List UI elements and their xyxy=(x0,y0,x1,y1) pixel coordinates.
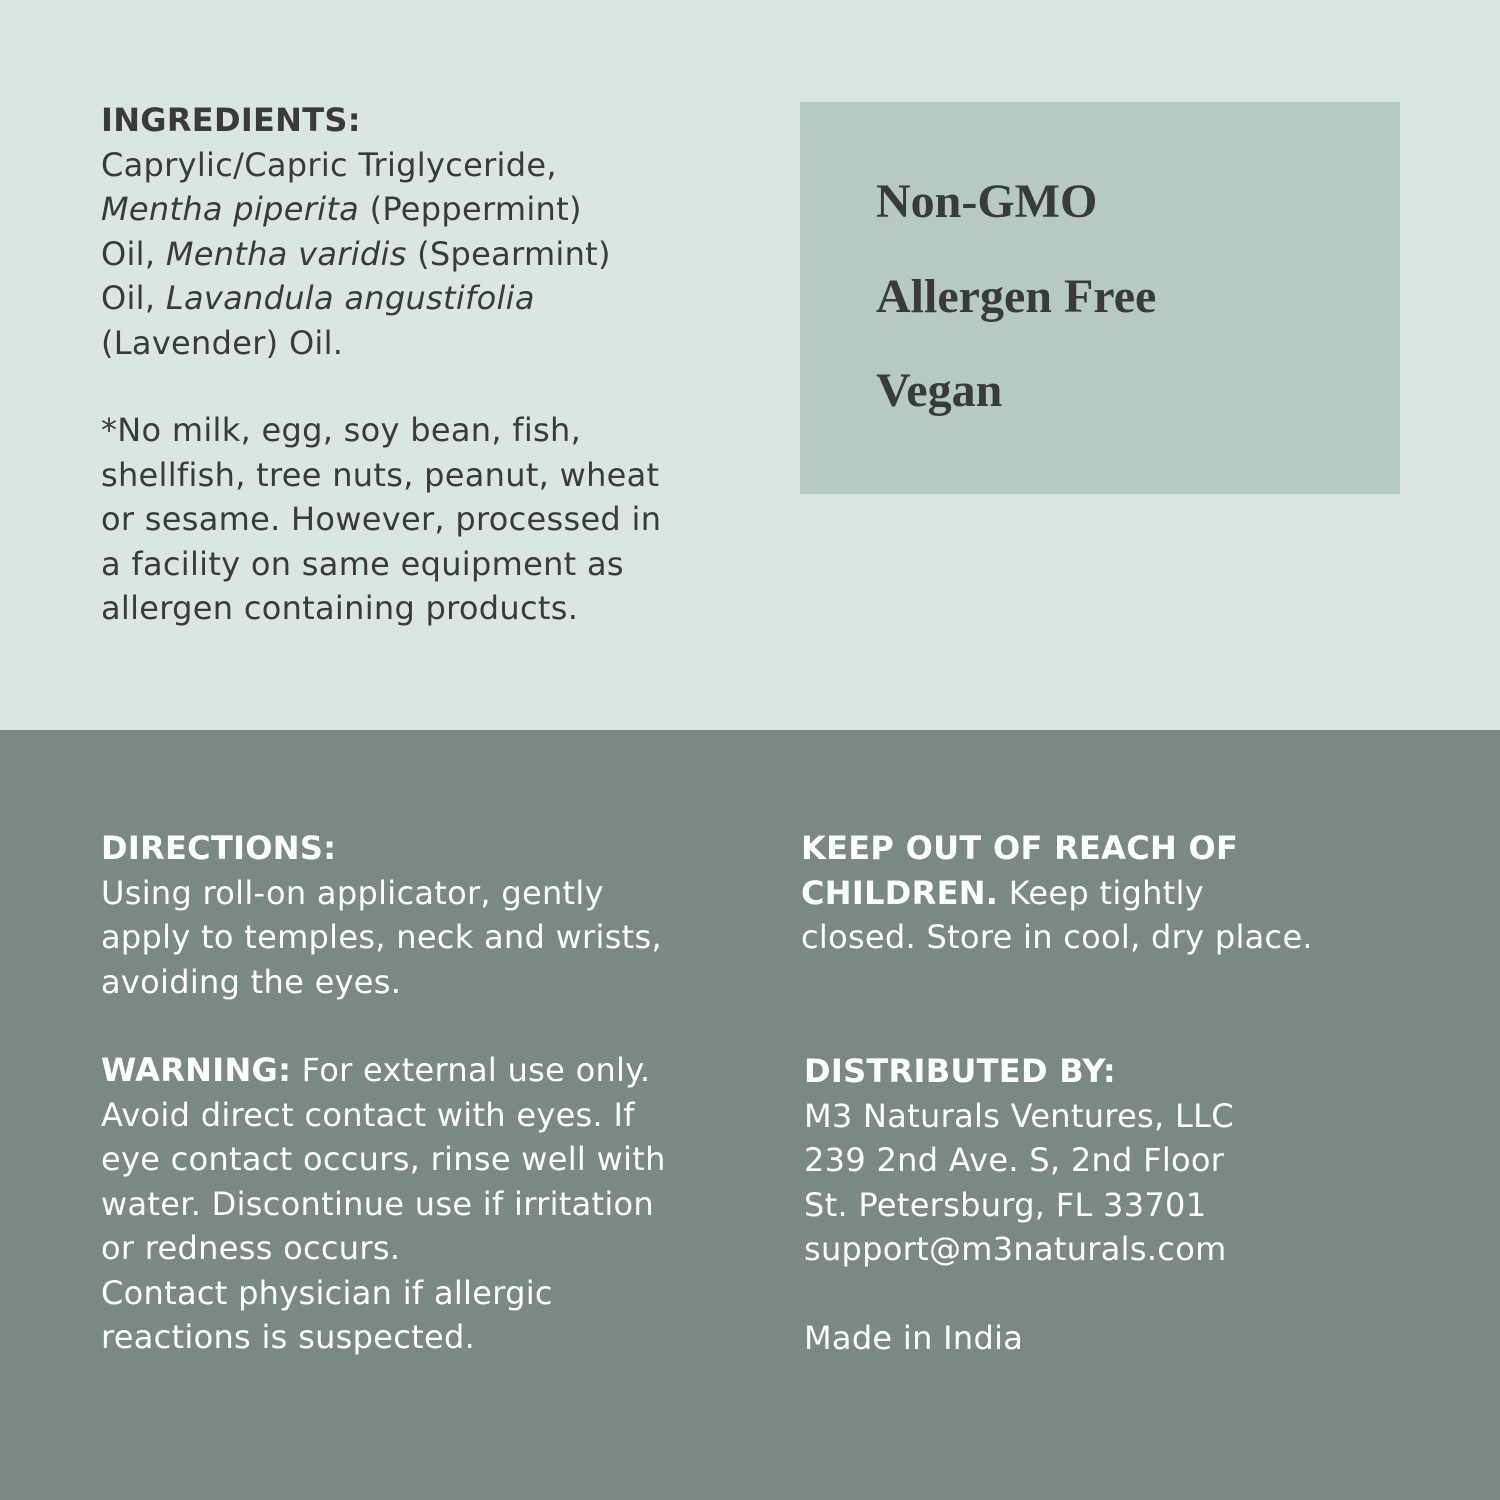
directions-heading: DIRECTIONS: xyxy=(101,829,337,867)
allergen-note-line: a facility on same equipment as xyxy=(101,544,624,583)
warning-text: For external use only. xyxy=(291,1051,651,1089)
keep-out-line-3: closed. Store in cool, dry place. xyxy=(801,918,1313,956)
warning-line: Contact physician if allergic xyxy=(101,1273,553,1312)
ingredients-heading: INGREDIENTS: xyxy=(101,101,361,139)
directions-line: apply to temples, neck and wrists, xyxy=(101,918,662,956)
badge-non-gmo: Non-GMO xyxy=(876,175,1098,228)
warning-line: or redness occurs. xyxy=(101,1229,401,1267)
badge-vegan: Vegan xyxy=(876,364,1003,417)
distributor-heading: DISTRIBUTED BY: xyxy=(804,1052,1116,1090)
allergen-note-line: allergen containing products. xyxy=(101,589,579,627)
ingredient-latin-name: Mentha piperita xyxy=(101,190,360,228)
warning-section xyxy=(101,1048,666,1360)
ingredient-common-name: (Spearmint) xyxy=(406,234,611,273)
ingredient-latin-name: Lavandula angustifolia xyxy=(165,279,535,317)
allergen-note xyxy=(101,408,661,631)
ingredient-common-name: (Peppermint) xyxy=(359,190,582,228)
keep-out-text: Keep tightly xyxy=(998,873,1204,912)
keep-out-section xyxy=(801,826,1313,960)
distributor-section xyxy=(804,1049,1234,1272)
keep-out-heading: KEEP OUT OF REACH OF xyxy=(801,829,1239,867)
warning-line: water. Discontinue use if irritation xyxy=(101,1184,655,1223)
ingredients-line-2 xyxy=(101,187,611,232)
origin-section xyxy=(804,1316,1023,1361)
ingredients-section xyxy=(101,98,611,365)
allergen-note-line: *No milk, egg, soy bean, fish, xyxy=(101,411,582,449)
ingredients-line-3 xyxy=(101,232,611,277)
warning-line: eye contact occurs, rinse well with xyxy=(101,1140,666,1178)
keep-out-heading-end: CHILDREN. xyxy=(801,873,999,912)
directions-line: avoiding the eyes. xyxy=(101,962,402,1001)
ingredients-line-5: (Lavender) Oil. xyxy=(101,323,344,362)
warning-line-1 xyxy=(101,1048,666,1093)
ingredients-line-4 xyxy=(101,276,611,321)
bottom-panel xyxy=(0,730,1500,1500)
badge-allergen-free: Allergen Free xyxy=(876,270,1157,323)
warning-heading: WARNING: xyxy=(101,1051,292,1089)
allergen-note-line: shellfish, tree nuts, peanut, wheat xyxy=(101,455,660,494)
distributor-email: support@m3naturals.com xyxy=(804,1230,1227,1268)
distributor-address-line-1: 239 2nd Ave. S, 2nd Floor xyxy=(804,1141,1225,1179)
country-of-origin: Made in India xyxy=(804,1319,1024,1357)
claims-panel xyxy=(800,102,1400,494)
ingredient-oil: Oil, xyxy=(101,234,166,273)
keep-out-line-2 xyxy=(801,871,1313,916)
ingredient-latin-name: Mentha varidis xyxy=(165,234,407,273)
distributor-address-line-2: St. Petersburg, FL 33701 xyxy=(804,1185,1207,1224)
top-panel xyxy=(0,0,1500,730)
ingredients-line-1: Caprylic/Capric Triglyceride, xyxy=(101,145,557,184)
directions-line: Using roll-on applicator, gently xyxy=(101,873,604,912)
distributor-company: M3 Naturals Ventures, LLC xyxy=(804,1096,1234,1135)
directions-section xyxy=(101,826,662,1004)
allergen-note-line: or sesame. However, processed in xyxy=(101,500,662,538)
warning-line: Avoid direct contact with eyes. If xyxy=(101,1095,635,1134)
warning-line: reactions is suspected. xyxy=(101,1318,476,1356)
ingredient-oil: Oil, xyxy=(101,279,166,317)
